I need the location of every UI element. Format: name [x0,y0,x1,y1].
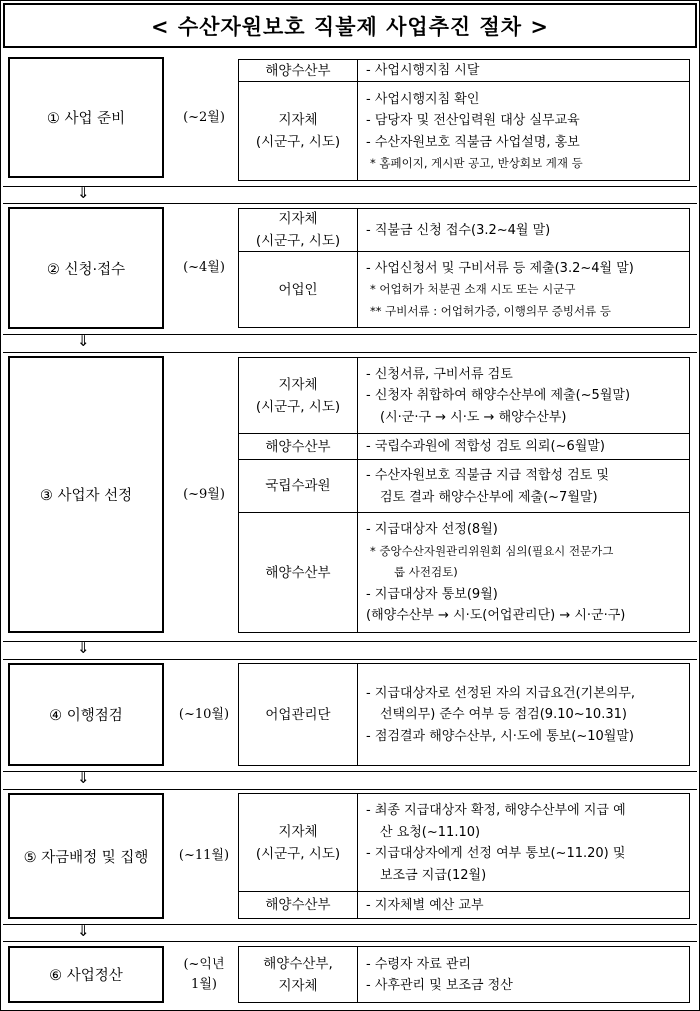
agent-cell [238,357,358,434]
stage-period-line: 1월) [191,976,217,992]
task-line: - 국립수과원에 적합성 검토 의뢰(~6월말) [366,439,605,455]
agent-label: 지자체 [278,823,318,840]
stage-period: (~10월) [178,706,230,722]
task-line: - 사업신청서 및 구비서류 등 제출(3.2~4월 말) [366,260,634,276]
agent-cell [238,459,358,513]
task-cell [357,357,690,434]
section-divider [3,203,697,204]
agent-label: 해양수산부 [265,564,331,581]
agent-cell [238,663,358,766]
task-note: * 중앙수산자원관리위원회 심의(필요시 전문가그 [370,543,614,558]
agent-cell [238,81,358,181]
agent-label: 어업인 [278,281,318,298]
section-divider [3,641,697,642]
task-line: - 수산자원보호 직불금 지급 적합성 검토 및 [366,468,609,483]
task-cell [357,512,690,633]
agent-cell [238,59,358,82]
agent-cell [238,793,358,892]
section-divider [3,771,697,772]
task-cell [357,251,690,328]
agent-cell [238,251,358,328]
agent-cell [238,208,358,252]
section-divider [3,352,697,353]
section-divider [3,789,697,790]
stage-period: (~11월) [178,848,230,863]
down-arrow-icon: ⇓ [77,184,90,202]
task-line: - 지급대상자 통보(9월) [366,586,498,602]
task-line: - 수산자원보호 직불금 사업설명, 홍보 [366,134,580,150]
agent-label: 어업관리단 [265,706,331,723]
agent-label: 국립수과원 [265,478,331,494]
page-title: < 수산자원보호 직불제 사업추진 절차 > [3,3,697,48]
down-arrow-icon: ⇓ [77,769,90,787]
agent-label: 지자체 [278,977,318,994]
task-line: 선택의무) 준수 여부 등 점검(9.10~10.31) [380,707,627,723]
task-line: - 지급대상자 선정(8월) [366,522,498,538]
task-note: 룹 사전검토) [394,565,458,580]
agent-label: 해양수산부 [265,438,331,455]
task-cell [357,663,690,766]
stage-period [175,946,233,1003]
agent-label: (시군구, 시도) [255,845,341,862]
task-line: - 지급대상자로 선정된 자의 지급요건(기본의무, [366,685,636,701]
task-cell [357,81,690,181]
stage-name: ③ 사업자 선정 [8,356,164,633]
stage-name: ② 신청·접수 [8,207,164,329]
agent-cell [238,433,358,460]
agent-label: 지자체 [278,211,318,227]
agent-cell [238,512,358,633]
task-cell [357,891,690,919]
task-line: - 신청자 취합하여 해양수산부에 제출(~5월말) [366,388,631,404]
stage-period-line: (~익년 [183,956,225,972]
task-line: (시·군·구 → 시·도 → 해양수산부) [380,409,567,425]
task-cell [357,459,690,513]
stage-period: (~2월) [183,109,225,125]
agent-label: 해양수산부 [265,897,331,913]
task-line: - 수령자 자료 관리 [366,956,471,972]
agent-label: (시군구, 시도) [255,134,341,150]
task-cell [357,59,690,82]
section-divider [3,186,697,187]
task-line: 검토 결과 해양수산부에 제출(~7월말) [380,489,598,505]
task-line: - 사업시행지침 시달 [366,63,480,79]
agent-label: (시군구, 시도) [255,398,341,415]
task-cell [357,946,690,1003]
task-cell [357,433,690,460]
agent-cell [238,946,358,1003]
down-arrow-icon: ⇓ [77,922,90,940]
task-line: - 신청서류, 구비서류 검토 [366,366,513,382]
task-line: 보조금 지급(12월) [380,867,487,883]
stage-name: ⑤ 자금배정 및 집행 [8,793,164,919]
stage-period: (~9월) [183,486,225,502]
task-note: * 홈페이지, 게시판 공고, 반상회보 게재 등 [370,156,583,170]
agent-label: 지자체 [278,376,318,393]
agent-label: 해양수산부, [263,955,333,972]
task-line: (해양수산부 → 시·도(어업관리단) → 시·군·구) [366,608,626,624]
task-note: * 어업허가 처분권 소재 시도 또는 시군구 [370,282,576,297]
section-divider [3,941,697,942]
task-line: - 사후관리 및 보조금 정산 [366,978,513,993]
task-line: - 담당자 및 전산입력원 대상 실무교육 [366,113,580,128]
section-divider [3,659,697,660]
stage-name: ⑥ 사업정산 [8,946,164,1003]
agent-label: 해양수산부 [265,62,331,79]
task-line: - 지급대상자에게 선정 여부 통보(~11.20) 및 [366,846,626,861]
stage-name: ④ 이행점검 [8,663,164,766]
stage-name: ① 사업 준비 [8,57,164,178]
task-line: - 점검결과 해양수산부, 시·도에 통보(~10월말) [366,728,634,744]
task-line: - 직불금 신청 접수(3.2~4월 말) [366,222,551,238]
task-note: ** 구비서류 : 어업허가증, 이행의무 증빙서류 등 [370,303,611,318]
task-line: - 사업시행지침 확인 [366,91,480,107]
task-line: 산 요청(~11.10) [380,824,481,840]
task-line: - 최종 지급대상자 확정, 해양수산부에 지급 예 [366,803,626,818]
section-divider [3,334,697,335]
stage-period: (~4월) [183,260,225,275]
task-cell [357,208,690,252]
down-arrow-icon: ⇓ [77,332,90,350]
task-cell [357,793,690,892]
down-arrow-icon: ⇓ [77,639,90,657]
agent-label: 지자체 [278,112,318,128]
section-divider [3,924,697,925]
task-line: - 지자체별 예산 교부 [366,897,484,913]
agent-label: (시군구, 시도) [255,233,341,249]
agent-cell [238,891,358,919]
